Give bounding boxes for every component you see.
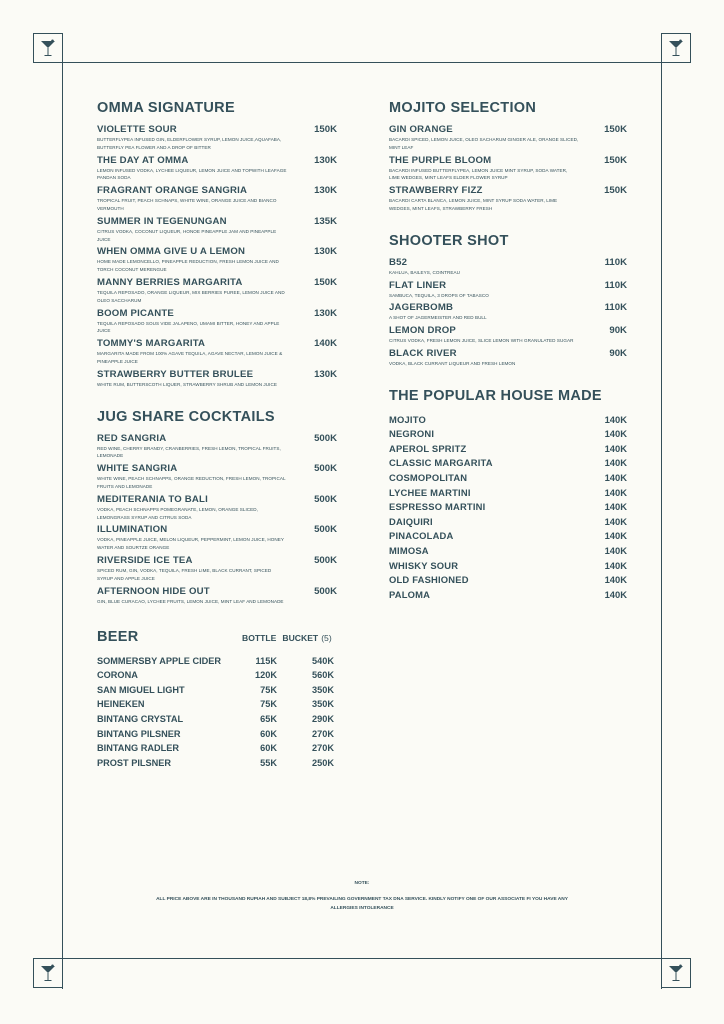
bucket-price: 350K: [312, 699, 334, 710]
item-price: 150K: [604, 154, 627, 166]
item-price: 140K: [604, 544, 627, 556]
beer-item: [97, 697, 337, 712]
item-price: 140K: [604, 428, 627, 440]
menu-item: [97, 338, 337, 366]
item-name: PINACOLADA: [389, 530, 454, 542]
menu-item: [389, 302, 627, 322]
item-price: 140K: [604, 515, 627, 527]
item-name: LEMON DROP: [389, 325, 457, 337]
bottle-price: 120K: [255, 670, 277, 681]
jug-share-list: [97, 433, 337, 606]
item-price: 140K: [604, 574, 627, 586]
bucket-price: 290K: [312, 713, 334, 724]
item-price: 140K: [604, 471, 627, 483]
item-price: 90K: [609, 347, 627, 359]
beer-name: BINTANG RADLER: [97, 743, 180, 754]
menu-item: [97, 586, 337, 606]
menu-item: [389, 257, 627, 277]
item-name: BOOM PICANTE: [97, 307, 175, 319]
item-price: 130K: [314, 368, 337, 380]
item-price: 140K: [314, 338, 337, 350]
item-description: TROPICAL FRUIT, PEACH SCHNAPS, WHITE WINE, ORANGE JUICE AND BIANCO VERMOUTH: [97, 198, 277, 211]
beer-name: CORONA: [97, 670, 138, 681]
item-description: BACARDI SPICED, LEMON JUICE, OLEO SACHARUM GINGER ALE, ORANGE SLICED, MINT LEAF: [389, 137, 579, 150]
menu-item: [389, 558, 627, 573]
item-price: 140K: [604, 413, 627, 425]
bottle-price: 60K: [260, 728, 277, 739]
menu-item: [97, 433, 337, 461]
beer-item: [97, 683, 337, 698]
menu-item: [389, 587, 627, 602]
bucket-column-header: BUCKET: [282, 633, 319, 644]
item-description: MARGARITA MADE FROM 100% AGAVE TEQUILA, AGAVE NECTAR, LEMON JUICE & PINEAPPLE JUICE: [97, 351, 283, 364]
item-price: 140K: [604, 559, 627, 571]
menu-item: [389, 124, 627, 152]
menu-item: [97, 124, 337, 152]
menu-item: [389, 470, 627, 485]
house-section: [389, 388, 627, 602]
item-name: ESPRESSO MARTINI: [389, 501, 486, 513]
right-column: [389, 100, 627, 621]
item-name: WHITE SANGRIA: [97, 463, 178, 475]
omma-signature-section: [97, 100, 337, 389]
item-price: 500K: [314, 585, 337, 597]
beer-item: [97, 712, 337, 727]
item-name: MOJITO: [389, 413, 426, 425]
note-title: NOTE:: [354, 881, 370, 886]
menu-item: [389, 325, 627, 345]
item-description: KAHLUA, BAILEYS, COINTREAU: [389, 269, 460, 275]
item-description: SAMBUCA, TEQUILA, 3 DROPS OF TABASCO: [389, 292, 489, 298]
corner-top-right: [661, 33, 691, 63]
item-price: 150K: [314, 276, 337, 288]
section-title: JUG SHARE COCKTAILS: [97, 408, 275, 425]
item-description: VODKA, BLACK CURRANT LIQUEUR AND FRESH LEMON: [389, 360, 516, 366]
corner-bottom-left: [33, 958, 63, 988]
item-description: RED WINE, CHERRY BRANDY, CRANBERRIES, FRESH LEMON, TROPICAL FRUITS, LEMONADE: [97, 445, 281, 459]
menu-item: [389, 485, 627, 500]
item-description: TEQUILA REPOSADO, ORANGE LIQUEUR, MIX BERRIES PUREE, LEMON JUICE AND OLEO SACCHARUM: [97, 289, 285, 303]
item-price: 140K: [604, 442, 627, 454]
item-price: 90K: [609, 325, 627, 337]
item-name: FRAGRANT ORANGE SANGRIA: [97, 185, 248, 197]
menu-item: [97, 185, 337, 213]
menu-item: [97, 555, 337, 583]
item-price: 500K: [314, 493, 337, 505]
item-price: 150K: [314, 124, 337, 135]
shooter-section: [389, 233, 627, 368]
item-description: BUTTERFLYPEA INFUSED GIN, ELDERFLOWER SYRUP, LEMON JUICE,AQUAFABA, BUTTERFLY PEA FLOWER AND A DROP OF BITTER: [97, 137, 282, 150]
menu-item: [97, 308, 337, 336]
menu-item: [389, 456, 627, 471]
item-price: 500K: [314, 524, 337, 536]
item-name: STRAWBERRY FIZZ: [389, 185, 483, 197]
beer-item: [97, 741, 337, 756]
frame-line-bottom: [33, 958, 691, 959]
item-name: B52: [389, 256, 408, 268]
menu-item: [389, 412, 627, 427]
omma-signature-list: [97, 124, 337, 389]
item-description: GIN, BLUE CURACAO, LYCHEE FRUITS, LEMON JUICE, MINT LEAF AND LEMONADE: [97, 598, 284, 604]
item-description: WHITE RUM, BUTTERSCOTH LIQUER, STRAWBERRY SHRUB AND LEMON JUICE: [97, 381, 277, 387]
bucket-price: 560K: [312, 670, 334, 681]
item-name: MANNY BERRIES MARGARITA: [97, 276, 243, 288]
menu-item: [389, 529, 627, 544]
item-name: COSMOPOLITAN: [389, 471, 468, 483]
item-name: DAIQUIRI: [389, 515, 433, 527]
item-name: NEGRONI: [389, 428, 435, 440]
menu-item: [97, 369, 337, 389]
beer-item: [97, 653, 337, 668]
beer-item: [97, 726, 337, 741]
menu-item: [389, 514, 627, 529]
item-name: JAGERBOMB: [389, 302, 454, 314]
beer-name: HEINEKEN: [97, 699, 145, 710]
note-text: ALL PRICE ABOVE ARE IN THOUSAND RUPIAH AND SUBJECT 18,8% PREVAILING GOVERNMENT TAX DNA SERVICE. KINDLY NOTIFY ONE OF OUR ASSOCIATE FI YOU HAVE ANY ALLERGIES INTOLERANCE: [156, 897, 568, 911]
bottle-price: 75K: [260, 699, 277, 710]
section-title: OMMA SIGNATURE: [97, 100, 235, 116]
bottle-price: 60K: [260, 743, 277, 754]
bucket-count: (5): [321, 633, 332, 644]
item-price: 150K: [604, 124, 627, 135]
item-description: SPICED RUM, GIN, VODKA, TEQUILA, FRESH LIME, BLACK CURRANT, SPICED SYRUP AND APPLE JUICE: [97, 567, 272, 581]
mojito-list: [389, 124, 627, 213]
item-price: 130K: [314, 307, 337, 319]
bottle-price: 115K: [255, 655, 277, 666]
beer-name: SOMMERSBY APPLE CIDER: [97, 655, 222, 666]
beer-item: [97, 755, 337, 770]
mojito-section: [389, 100, 627, 213]
item-name: GIN ORANGE: [389, 124, 453, 135]
jug-share-section: [97, 409, 337, 606]
martini-glass-icon: [668, 39, 684, 57]
section-title: THE POPULAR HOUSE MADE: [389, 387, 602, 404]
item-name: RED SANGRIA: [97, 432, 167, 444]
menu-item: [389, 348, 627, 368]
item-name: RIVERSIDE ICE TEA: [97, 554, 193, 566]
menu-item: [97, 463, 337, 491]
frame-line-right: [661, 33, 662, 989]
menu-item: [97, 277, 337, 305]
item-name: MIMOSA: [389, 544, 429, 556]
menu-item: [389, 572, 627, 587]
beer-section: [97, 629, 337, 770]
item-name: VIOLETTE SOUR: [97, 124, 177, 135]
bottle-price: 65K: [260, 713, 277, 724]
bucket-price: 540K: [312, 655, 334, 666]
item-price: 130K: [314, 185, 337, 197]
item-name: ILLUMINATION: [97, 524, 168, 536]
menu-item: [389, 543, 627, 558]
item-price: 150K: [604, 185, 627, 197]
menu-item: [389, 426, 627, 441]
beer-name: BINTANG PILSNER: [97, 728, 181, 739]
item-name: THE DAY AT OMMA: [97, 154, 189, 166]
item-price: 110K: [604, 256, 627, 268]
item-price: 140K: [604, 530, 627, 542]
item-description: CITRUS VODKA, COCONUT LIQUEUR, HONOE PINEAPPLE JAM AND PINEAPPLE JUICE: [97, 228, 277, 242]
item-name: APEROL SPRITZ: [389, 442, 467, 454]
item-name: PALOMA: [389, 588, 431, 600]
bucket-price: 270K: [312, 743, 334, 754]
item-name: SUMMER IN TEGENUNGAN: [97, 215, 227, 227]
beer-header: [97, 629, 337, 645]
item-name: THE PURPLE BLOOM: [389, 154, 492, 166]
item-price: 135K: [314, 215, 337, 227]
item-price: 500K: [314, 463, 337, 475]
item-name: FLAT LINER: [389, 279, 447, 291]
item-price: 500K: [314, 554, 337, 566]
house-list: [389, 412, 627, 602]
item-name: AFTERNOON HIDE OUT: [97, 585, 210, 597]
item-description: VODKA, PEACH SCHNAPPS POMEGRANATE, LEMON, ORANGE SLICED, LEMONGRASS SYRUP AND CITRUS SODA: [97, 506, 258, 520]
beer-name: PROST PILSNER: [97, 757, 172, 768]
item-name: CLASSIC MARGARITA: [389, 457, 493, 469]
item-name: WHISKY SOUR: [389, 559, 459, 571]
martini-glass-icon: [40, 39, 56, 57]
menu-item: [97, 155, 337, 183]
item-name: MEDITERANIA TO BALI: [97, 493, 208, 505]
item-name: BLACK RIVER: [389, 347, 457, 359]
bucket-price: 270K: [312, 728, 334, 739]
item-price: 140K: [604, 486, 627, 498]
item-price: 110K: [604, 279, 627, 291]
menu-item: [97, 216, 337, 244]
beer-list: [97, 653, 337, 770]
martini-glass-icon: [40, 964, 56, 982]
item-description: CITRUS VODKA, FRESH LEMON JUICE, SLICE LEMON WITH GRANULATED SUGAR: [389, 338, 574, 344]
item-description: A SHOT OF JAGERMEISTER AND RED BULL: [389, 315, 487, 321]
item-price: 130K: [314, 246, 337, 258]
item-name: WHEN OMMA GIVE U A LEMON: [97, 246, 246, 258]
item-price: 140K: [604, 501, 627, 513]
item-name: STRAWBERRY BUTTER BRULEE: [97, 368, 254, 380]
frame-line-top: [33, 62, 691, 63]
item-price: 140K: [604, 457, 627, 469]
item-description: LEMON INFUSED VODKA, LYCHEE LIQUEUR, LEMON JUICE AND TOPWITH LEAFAGE PANDAN SODA: [97, 167, 287, 181]
section-title: BEER: [97, 629, 139, 646]
item-description: BACARDI INFUSED BUTTERFLYPEA, LEMON JUICE MINT SYRUP, SODA WATER, LIME WEDGES, MINT LEAFS ELDER FLOWER SYRUP: [389, 167, 568, 181]
beer-name: BINTANG CRYSTAL: [97, 713, 184, 724]
footer-note: [150, 881, 574, 913]
corner-top-left: [33, 33, 63, 63]
bottle-price: 75K: [260, 684, 277, 695]
item-price: 500K: [314, 432, 337, 444]
item-name: OLD FASHIONED: [389, 574, 469, 586]
item-price: 110K: [604, 302, 627, 314]
item-description: VODKA, PINEAPPLE JUICE, MELON LIQUEUR, PEPPERMINT, LEMON JUICE, HONEY WATER AND SOURTZE ORANGE: [97, 537, 284, 551]
menu-item: [389, 280, 627, 300]
martini-glass-icon: [668, 964, 684, 982]
menu-item: [389, 155, 627, 183]
item-description: BACARDI CARTA BLANCA, LEMON JUICE, MINT SYRUP SODA WATER, LIME WEDGES, MINT LEAFS, STRAWBERRY FRESH: [389, 198, 558, 211]
bottle-price: 55K: [260, 757, 277, 768]
bucket-price: 250K: [312, 757, 334, 768]
beer-item: [97, 668, 337, 683]
menu-item: [389, 185, 627, 213]
item-description: WHITE WINE, PEACH SCHNAPPS, ORANGE REDUCTION, FRESH LEMON, TROPICAL FRUITS AND LEMONADE: [97, 476, 286, 489]
shooter-list: [389, 257, 627, 368]
left-column: [97, 100, 337, 790]
bottle-column-header: BOTTLE: [242, 633, 277, 644]
item-price: 130K: [314, 154, 337, 166]
menu-item: [97, 494, 337, 522]
menu-item: [389, 499, 627, 514]
section-title: SHOOTER SHOT: [389, 232, 509, 249]
menu-item: [97, 524, 337, 552]
menu-item: [97, 246, 337, 274]
bucket-price: 350K: [312, 684, 334, 695]
item-price: 140K: [604, 588, 627, 600]
section-title: MOJITO SELECTION: [389, 100, 537, 116]
item-name: LYCHEE MARTINI: [389, 486, 471, 498]
menu-item: [389, 441, 627, 456]
item-name: TOMMY'S MARGARITA: [97, 338, 206, 350]
item-description: TEQUILA REPOSADO SOUS VIDE JALAPENO, UMAMI BITTER, HONEY AND APPLE JUICE: [97, 320, 280, 334]
item-description: HOME MADE LEMONCELLO, PINEAPPLE REDUCTION, FRESH LEMON JUICE AND TORCH COCONUT MERENGUE: [97, 259, 279, 273]
corner-bottom-right: [661, 958, 691, 988]
beer-name: SAN MIGUEL LIGHT: [97, 684, 185, 695]
frame-line-left: [62, 33, 63, 989]
